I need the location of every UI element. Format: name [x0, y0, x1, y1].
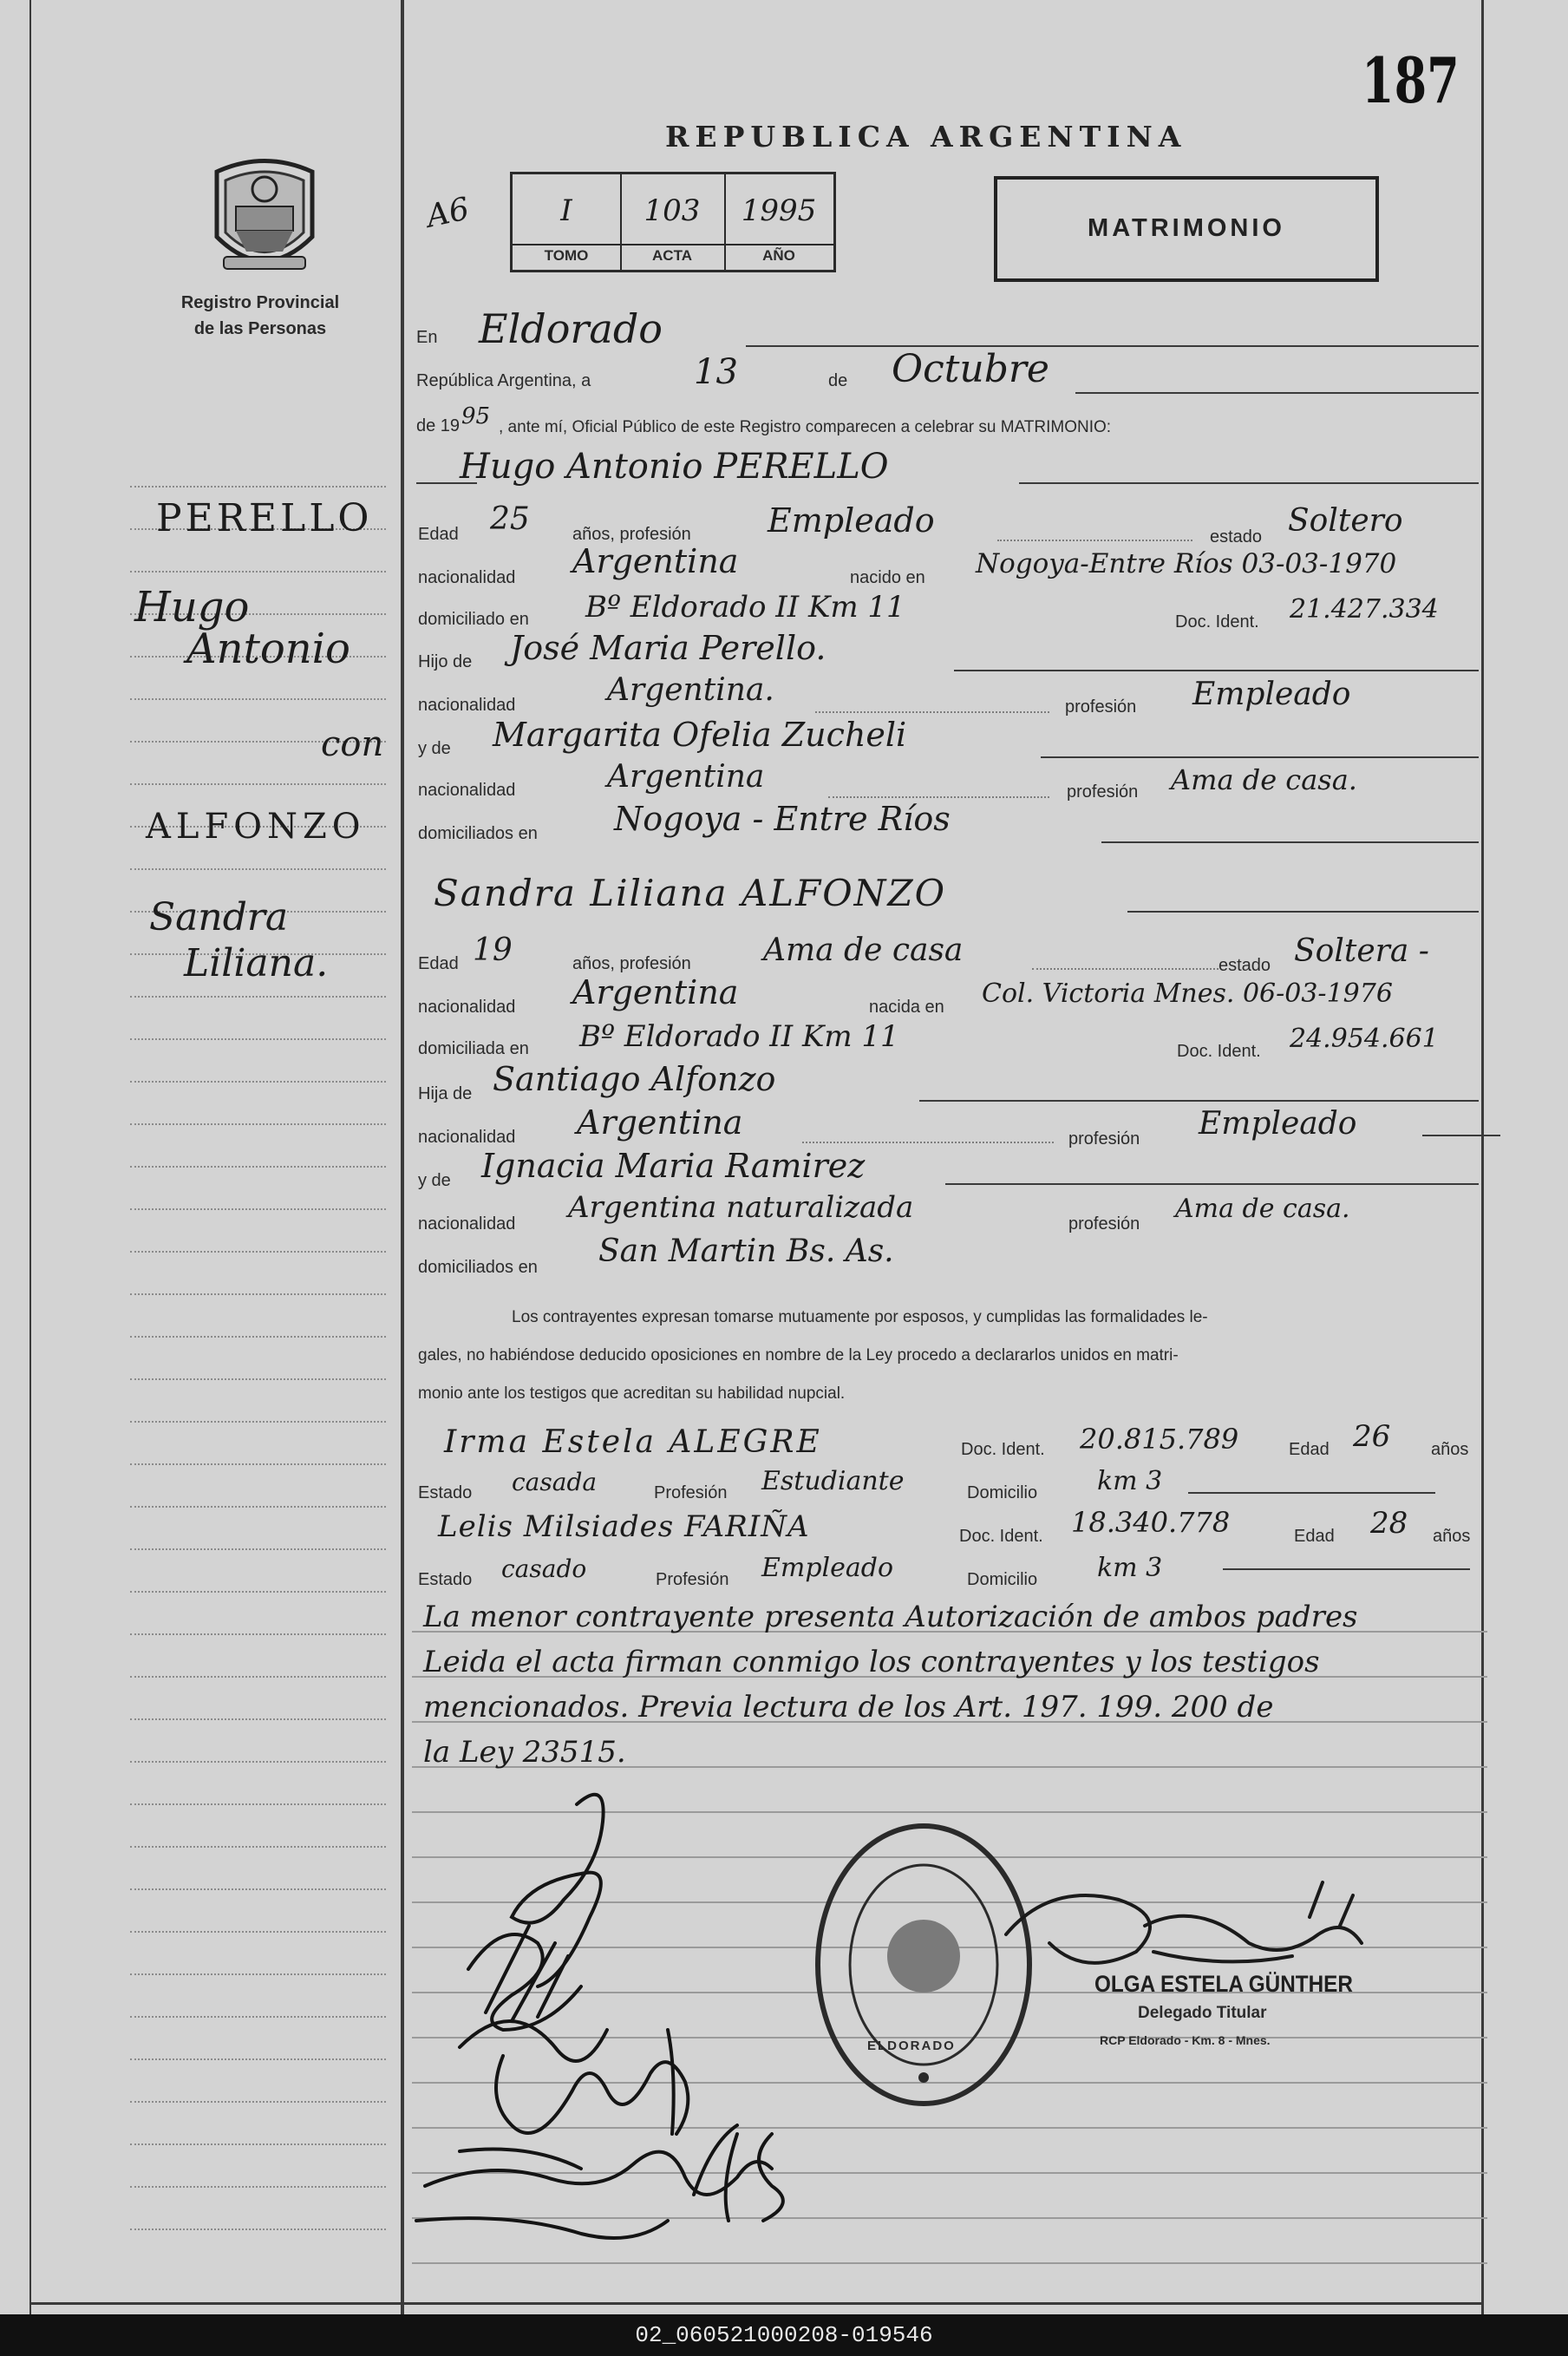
official-office: RCP Eldorado - Km. 8 - Mnes. [1100, 2033, 1271, 2047]
husband-dom-label: domiciliado en [418, 610, 529, 629]
witness-2-estado-label: Estado [418, 1570, 473, 1589]
country-title: REPUBLICA ARGENTINA [665, 120, 1187, 154]
husband-mother-nationality: Argentina [607, 759, 765, 795]
year-suffix: 95 [461, 403, 491, 429]
wife-parents-address: San Martin Bs. As. [598, 1234, 894, 1269]
appearance-text: , ante mí, Oficial Público de este Registro comparecen a celebrar su MATRIMONIO: [499, 418, 1112, 436]
margin-husband-surname: PERELLO [156, 496, 373, 540]
witness-2-dom-label: Domicilio [967, 1570, 1038, 1589]
day: 13 [694, 352, 738, 392]
left-page-edge [29, 0, 31, 2314]
registry-line-2: de las Personas [193, 319, 327, 338]
month: Octubre [892, 347, 1049, 391]
wife-parents-dom-label: domiciliados en [418, 1258, 538, 1277]
wife-edad-label: Edad [418, 954, 459, 973]
husband-full-name: Hugo Antonio PERELLO [460, 447, 889, 487]
wife-mother: Ignacia Maria Ramirez [481, 1147, 866, 1185]
bottom-edge [31, 2302, 1481, 2305]
witness-1-profession: Estudiante [761, 1466, 905, 1496]
witness-1-anos-label: años [1431, 1440, 1469, 1459]
husband-profession: Empleado [768, 501, 935, 540]
witness-2-profession: Empleado [761, 1553, 894, 1583]
margin-wife-surname: ALFONZO [146, 807, 366, 847]
witness-1-prof-label: Profesión [654, 1483, 728, 1502]
wife-mother-profession: Ama de casa. [1175, 1194, 1350, 1224]
husband-mother: Margarita Ofelia Zucheli [493, 716, 907, 754]
wife-mother-nationality: Argentina naturalizada [568, 1190, 914, 1225]
husband-doc-label: Doc. Ident. [1175, 612, 1259, 632]
husband-nacido-label: nacido en [850, 568, 925, 587]
husband-mother-prof-label: profesión [1067, 782, 1139, 802]
note-line-3: mencionados. Previa lectura de los Art. 197. 199. 200 de [423, 1690, 1274, 1724]
declaration-line-3: monio ante los testigos que acreditan su habilidad nupcial. [418, 1384, 846, 1403]
wife-doc: 24.954.661 [1290, 1024, 1439, 1054]
margin-note: A6 [423, 191, 473, 235]
margin-husband-name-2: Antonio [186, 625, 350, 673]
wife-nacida-label: nacida en [869, 998, 944, 1017]
provincial-emblem-icon [199, 154, 330, 280]
husband-nac-label: nacionalidad [418, 568, 516, 587]
witness-2-name: Lelis Milsiades FARIÑA [438, 1509, 810, 1544]
husband-address: Bº Eldorado II Km 11 [585, 590, 905, 625]
wife-father-nationality: Argentina [577, 1103, 743, 1142]
witness-2-edad-label: Edad [1294, 1527, 1335, 1546]
husband-nationality: Argentina [572, 542, 739, 580]
witness-2-age: 28 [1370, 1506, 1408, 1541]
husband-father-profession: Empleado [1192, 677, 1351, 712]
right-page-edge [1481, 0, 1484, 2314]
husband-doc: 21.427.334 [1290, 594, 1439, 625]
note-line-1: La menor contrayente presenta Autorización de ambos padres [423, 1600, 1358, 1634]
margin-divider [401, 0, 404, 2314]
witness-2-prof-label: Profesión [656, 1570, 729, 1589]
wife-father: Santiago Alfonzo [493, 1060, 776, 1098]
witness-1-estado-label: Estado [418, 1483, 473, 1502]
wife-father-nac-label: nacionalidad [418, 1128, 516, 1147]
witness-2-civil-status: casado [501, 1554, 587, 1583]
official-name: OLGA ESTELA GÜNTHER [1094, 1971, 1353, 1997]
witness-1-civil-status: casada [512, 1468, 598, 1496]
wife-parent-label: Hija de [418, 1084, 473, 1103]
tomo-label: TOMO [544, 247, 589, 264]
en-label: En [416, 328, 438, 347]
husband-ydem-label: y de [418, 739, 451, 758]
document-type: MATRIMONIO [1088, 214, 1285, 242]
husband-edad-label: Edad [418, 525, 459, 544]
acta-value: 103 [644, 193, 701, 228]
wife-father-prof-label: profesión [1068, 1129, 1140, 1149]
wife-doc-label: Doc. Ident. [1177, 1042, 1261, 1061]
husband-birthplace: Nogoya-Entre Ríos 03-03-1970 [976, 548, 1397, 579]
wife-mother-nac-label: nacionalidad [418, 1214, 516, 1234]
declaration-line-1: Los contrayentes expresan tomarse mutuamente por esposos, y cumplidas las formalidades le- [512, 1308, 1208, 1326]
husband-father-nationality: Argentina. [607, 672, 774, 708]
witness-2-address: km 3 [1097, 1553, 1163, 1583]
husband-father-prof-label: profesión [1065, 697, 1137, 717]
husband-anos-label: años, profesión [572, 525, 691, 544]
record-box [510, 172, 836, 272]
witness-1-edad-label: Edad [1289, 1440, 1330, 1459]
husband-estado-label: estado [1210, 527, 1263, 546]
husband-mother-nac-label: nacionalidad [418, 781, 516, 800]
wife-dom-label: domiciliada en [418, 1039, 529, 1058]
margin-husband-name-1: Hugo [134, 583, 250, 632]
note-line-4: la Ley 23515. [423, 1735, 626, 1770]
ano-label: AÑO [762, 247, 795, 264]
rep-label: República Argentina, a [416, 371, 591, 390]
husband-parents-address: Nogoya - Entre Ríos [614, 800, 951, 838]
wife-full-name: Sandra Liliana ALFONZO [434, 872, 947, 914]
wife-ydem-label: y de [418, 1171, 451, 1190]
witness-1-dom-label: Domicilio [967, 1483, 1038, 1502]
de-label: de [828, 371, 848, 390]
wife-father-profession: Empleado [1199, 1106, 1357, 1142]
wife-civil-status: Soltera - [1294, 933, 1429, 969]
wife-age: 19 [473, 933, 513, 968]
year-prefix: de 19 [416, 416, 461, 435]
acta-label: ACTA [652, 247, 692, 264]
witness-2-anos-label: años [1433, 1527, 1471, 1546]
witness-1-address: km 3 [1097, 1466, 1163, 1496]
wife-birthplace: Col. Victoria Mnes. 06-03-1976 [982, 978, 1393, 1009]
tomo-value: I [560, 193, 572, 228]
wife-nac-label: nacionalidad [418, 998, 516, 1017]
wife-anos-label: años, profesión [572, 954, 691, 973]
registry-line-1: Registro Provincial [180, 293, 340, 312]
wife-mother-prof-label: profesión [1068, 1214, 1140, 1234]
margin-wife-name-2: Liliana. [184, 941, 329, 985]
witness-2-doc: 18.340.778 [1071, 1506, 1231, 1539]
signatures-icon [408, 1770, 824, 2273]
margin-conjunction: con [321, 724, 384, 764]
husband-civil-status: Soltero [1288, 503, 1403, 539]
husband-father: José Maria Perello. [510, 629, 826, 667]
page-number: 187 [1362, 43, 1460, 117]
wife-profession: Ama de casa [763, 933, 964, 968]
margin-wife-name-1: Sandra [149, 895, 289, 939]
witness-1-doc: 20.815.789 [1080, 1423, 1239, 1456]
seal-bottom-text: ELDORADO [867, 2039, 956, 2053]
document-type-box [994, 176, 1379, 282]
official-title: Delegado Titular [1138, 2004, 1267, 2022]
wife-nationality: Argentina [572, 973, 739, 1011]
witness-1-doc-label: Doc. Ident. [961, 1440, 1045, 1459]
husband-age: 25 [490, 501, 530, 537]
wife-address: Bº Eldorado II Km 11 [579, 1019, 899, 1054]
note-line-2: Leida el acta firman conmigo los contrayentes y los testigos [423, 1645, 1320, 1679]
wife-estado-label: estado [1218, 956, 1271, 975]
husband-mother-profession: Ama de casa. [1171, 763, 1357, 796]
husband-father-nac-label: nacionalidad [418, 696, 516, 715]
scan-reference-code: 02_060521000208-019546 [0, 2314, 1568, 2356]
witness-1-age: 26 [1353, 1419, 1391, 1454]
declaration-line-2: gales, no habiéndose deducido oposiciones en nombre de la Ley procedo a declararlos unidos en matri- [418, 1346, 1179, 1365]
witness-1-name: Irma Estela ALEGRE [444, 1424, 822, 1460]
husband-parents-dom-label: domiciliados en [418, 824, 538, 843]
husband-parent-label: Hijo de [418, 652, 473, 671]
ano-value: 1995 [741, 193, 817, 228]
place: Eldorado [479, 305, 663, 352]
witness-2-doc-label: Doc. Ident. [959, 1527, 1043, 1546]
